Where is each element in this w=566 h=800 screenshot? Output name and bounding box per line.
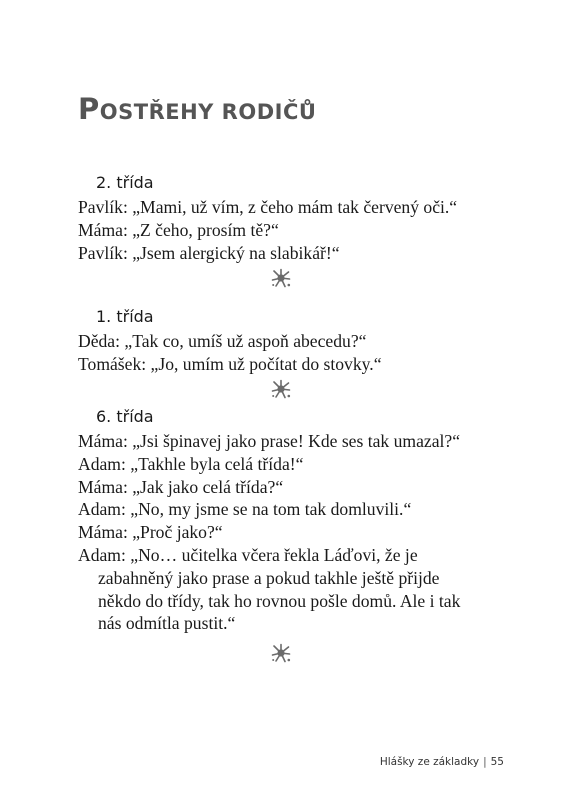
dialogue-line: Pavlík: „Mami, už vím, z čeho mám tak červený oči.“	[78, 197, 458, 217]
title-initial: P	[78, 92, 100, 126]
section-1-trida	[78, 306, 518, 376]
dialogue-line: Adam: „No… učitelka včera řekla Láďovi, že je	[78, 544, 418, 565]
dialogue-line: Máma: „Jak jako celá třída?“	[78, 476, 284, 497]
dialogue-line: Máma: „Jsi špinavej jako prase! Kde ses tak umazal?“	[78, 431, 461, 451]
dialogue-line-continuation: někdo do třídy, tak ho rovnou pošle domů. Ale i tak	[98, 590, 461, 611]
page-footer	[380, 756, 504, 768]
section-heading: 2. třída	[96, 173, 154, 192]
dialogue-line: Tomášek: „Jo, umím už počítat do stovky.“	[78, 353, 382, 374]
dialogue-line: Adam: „No, my jsme se na tom tak domluvili.“	[78, 499, 412, 520]
splat-icon	[271, 643, 291, 663]
splat-icon	[271, 268, 291, 288]
dialogue-line: Máma: „Proč jako?“	[78, 522, 223, 543]
dialogue-line-continuation: nás odmítla pustit.“	[98, 613, 236, 634]
dialogue-line: Adam: „Takhle byla celá třída!“	[78, 453, 304, 474]
section-heading: 1. třída	[96, 307, 154, 326]
dialogue-line: Děda: „Tak co, umíš už aspoň abecedu?“	[78, 331, 367, 351]
footer-divider: |	[483, 756, 487, 768]
section-6-trida	[78, 406, 518, 635]
section-heading: 6. třída	[96, 407, 154, 426]
dialogue-line: Máma: „Z čeho, prosím tě?“	[78, 219, 279, 240]
chapter-title	[78, 92, 316, 126]
dialogue-line-continuation: zabahněný jako prase a pokud takhle ještě přijde	[98, 567, 440, 588]
splat-icon	[271, 379, 291, 399]
section-2-trida	[78, 172, 518, 264]
title-rest: OSTŘEHY RODIČŮ	[99, 100, 317, 124]
dialogue-line: Pavlík: „Jsem alergický na slabikář!“	[78, 242, 340, 263]
page-number: 55	[490, 756, 504, 768]
book-title: Hlášky ze základky	[379, 756, 480, 768]
